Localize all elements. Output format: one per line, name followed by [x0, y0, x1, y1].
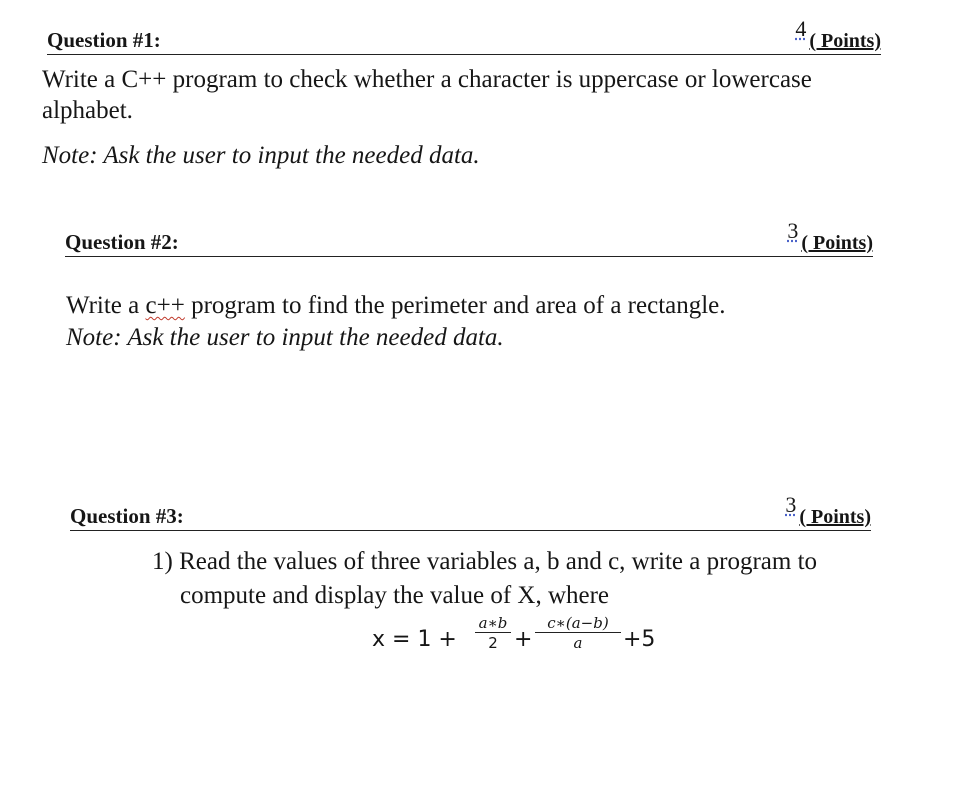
question-2-text-post: program to find the perimeter and area of a rectangle.	[184, 292, 726, 319]
question-1-text-line-2: alphabet.	[42, 97, 133, 124]
question-1-header	[47, 16, 881, 55]
formula-lhs: x = 1 +	[372, 627, 457, 652]
question-1-points-label: ( Points)	[809, 30, 881, 52]
question-3-item-line-1: 1) Read the values of three variables a, b and c, write a program to	[152, 548, 818, 575]
question-2-title: Question #2:	[65, 230, 179, 254]
question-1-text-line-1: Write a C++ program to check whether a character is uppercase or lowercase	[42, 66, 812, 93]
formula-fraction-1-denominator: 2	[488, 634, 498, 652]
formula-fraction-2-numerator: c∗(a−b)	[535, 614, 621, 633]
question-2-header	[65, 218, 873, 257]
question-2-points-value: 3	[787, 218, 799, 243]
question-2-points-label: ( Points)	[801, 232, 873, 254]
question-2-note: Note: Ask the user to input the needed data.	[66, 324, 504, 351]
question-3-header	[70, 492, 871, 531]
question-2-points	[787, 218, 873, 255]
formula-fraction-2-denominator: a	[573, 634, 583, 652]
formula	[372, 614, 672, 674]
question-3-points-label: ( Points)	[799, 506, 871, 528]
formula-fraction-1-numerator: a∗b	[475, 614, 511, 633]
question-1-points	[795, 16, 881, 53]
formula-fraction-2	[535, 614, 621, 653]
question-3-points-value: 3	[785, 492, 797, 517]
question-1-note: Note: Ask the user to input the needed data.	[42, 142, 480, 169]
formula-fraction-1	[475, 614, 511, 653]
question-3-title: Question #3:	[70, 504, 184, 528]
question-2-text-pre: Write a	[66, 292, 146, 319]
formula-plus: +	[514, 627, 533, 652]
question-3-item-line-2: compute and display the value of X, where	[180, 582, 610, 609]
question-2-text	[66, 290, 726, 321]
question-1-title: Question #1:	[47, 28, 161, 52]
formula-tail: +5	[623, 627, 656, 652]
question-1-points-value: 4	[795, 16, 807, 41]
question-2-language: c++	[145, 292, 185, 319]
question-3-points	[785, 492, 871, 529]
